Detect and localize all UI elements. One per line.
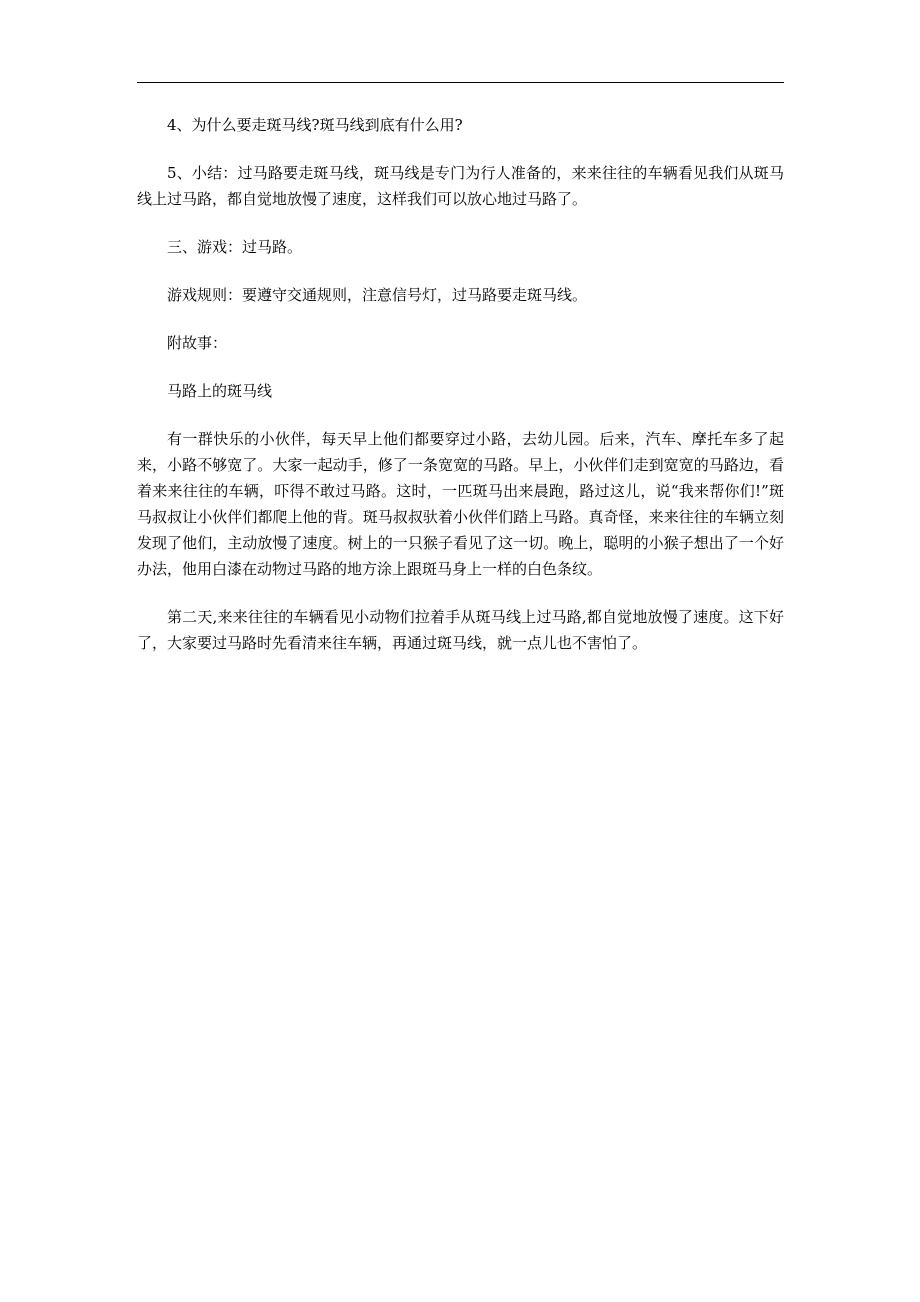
document-body bbox=[137, 112, 784, 678]
header-rule bbox=[137, 82, 784, 83]
story-title: 马路上的斑马线 bbox=[167, 382, 273, 400]
paragraph-question-4: 4、为什么要走斑马线?斑马线到底有什么用? bbox=[167, 116, 463, 134]
paragraph-section-game: 三、游戏：过马路。 bbox=[167, 238, 303, 256]
paragraph-story-body-1: 有一群快乐的小伙伴，每天早上他们都要穿过小路，去幼儿园。后来，汽车、摩托车多了起来，小路不够宽了。大家一起动手，修了一条宽宽的马路。早上，小伙伴们走到宽宽的马路边，看着来来往往的车辆，吓得不敢过马路。这时，一匹斑马出来晨跑，路过这儿，说“我来帮你们!”斑马叔叔让小伙伴们都爬上他的背。斑马叔叔驮着小伙伴们踏上马路。真奇怪，来来往往的车辆立刻发现了他们，主动放慢了速度。树上的一只猴子看见了这一切。晚上，聪明的小猴子想出了一个好办法，他用白漆在动物过马路的地方涂上跟斑马身上一样的白色条纹。 bbox=[137, 430, 784, 578]
paragraph-appendix-story: 附故事： bbox=[167, 334, 228, 352]
paragraph-story-body-2: 第二天,来来往往的车辆看见小动物们拉着手从斑马线上过马路,都自觉地放慢了速度。这下好了，大家要过马路时先看清来往车辆，再通过斑马线，就一点儿也不害怕了。 bbox=[137, 608, 784, 652]
paragraph-summary-5: 5、小结：过马路要走斑马线，斑马线是专门为行人准备的，来来往往的车辆看见我们从斑马线上过马路，都自觉地放慢了速度，这样我们可以放心地过马路了。 bbox=[137, 164, 784, 208]
paragraph-game-rules: 游戏规则：要遵守交通规则，注意信号灯，过马路要走斑马线。 bbox=[167, 286, 588, 304]
